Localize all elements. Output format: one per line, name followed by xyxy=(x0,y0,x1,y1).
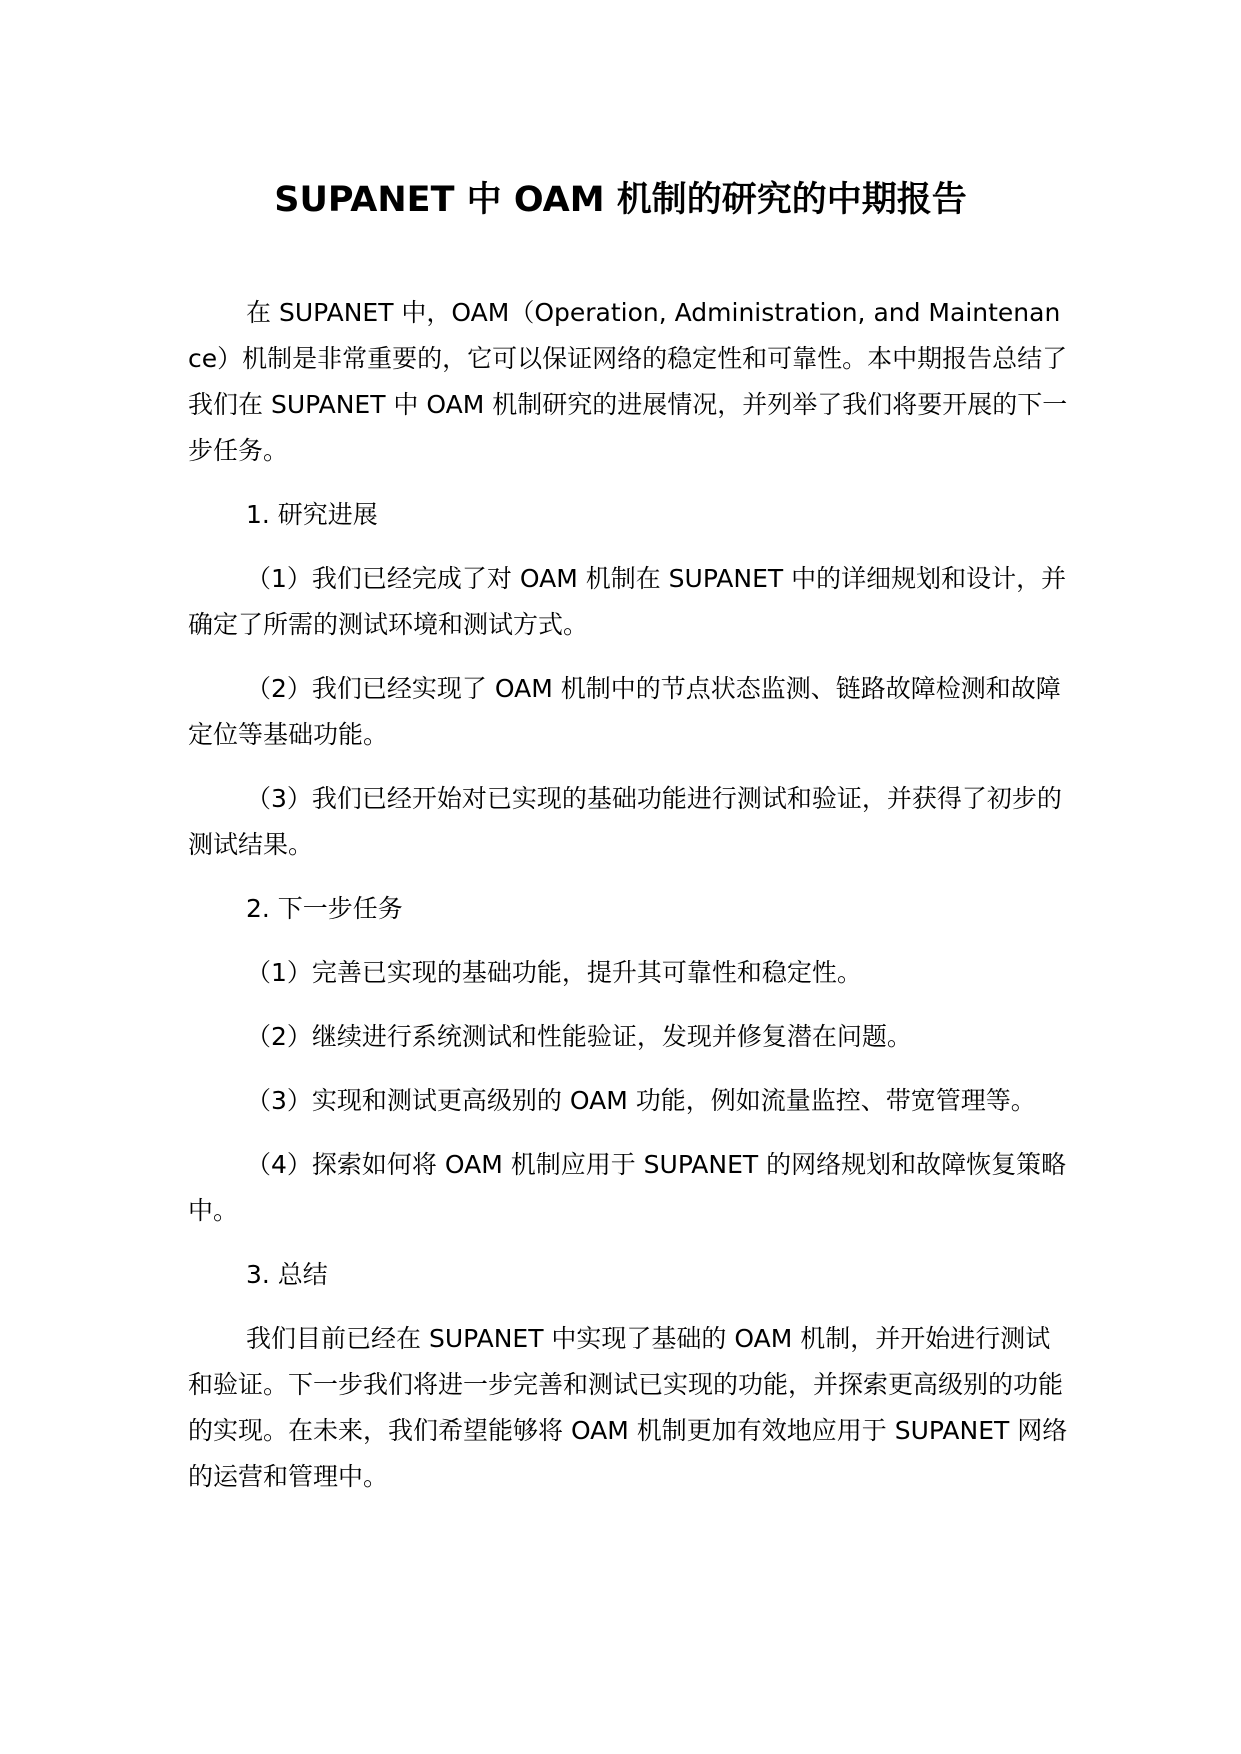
intro-paragraph: 在 SUPANET 中，OAM（Operation, Administration, and Maintenance）机制是非常重要的，它可以保证网络的稳定性和可靠性。本中期报告总结了我们在 SUPANET 中 OAM 机制研究的进展情况，并列举了我们将要开展的下一步任务。 xyxy=(188,298,1068,465)
progress-item-3: （3）我们已经开始对已实现的基础功能进行测试和验证，并获得了初步的测试结果。 xyxy=(188,784,1062,859)
task-item-3: （3）实现和测试更高级别的 OAM 功能，例如流量监控、带宽管理等。 xyxy=(246,1086,1036,1115)
document-title: SUPANET 中 OAM 机制的研究的中期报告 xyxy=(274,180,967,220)
task-item-4: （4）探索如何将 OAM 机制应用于 SUPANET 的网络规划和故障恢复策略中。 xyxy=(188,1150,1067,1225)
document-body xyxy=(188,290,1073,1518)
progress-item-1: （1）我们已经完成了对 OAM 机制在 SUPANET 中的详细规划和设计，并确定了所需的测试环境和测试方式。 xyxy=(188,564,1067,639)
section-heading-progress: 1. 研究进展 xyxy=(246,500,378,529)
section-heading-next-tasks: 2. 下一步任务 xyxy=(246,894,403,923)
task-item-1: （1）完善已实现的基础功能，提升其可靠性和稳定性。 xyxy=(246,958,862,987)
summary-paragraph: 我们目前已经在 SUPANET 中实现了基础的 OAM 机制，并开始进行测试和验证。下一步我们将进一步完善和测试已实现的功能，并探索更高级别的功能的实现。在未来，我们希望能够将 OAM 机制更加有效地应用于 SUPANET 网络的运营和管理中。 xyxy=(188,1324,1068,1491)
section-heading-summary: 3. 总结 xyxy=(246,1260,328,1289)
progress-item-2: （2）我们已经实现了 OAM 机制中的节点状态监测、链路故障检测和故障定位等基础功能。 xyxy=(188,674,1061,749)
task-item-2: （2）继续进行系统测试和性能验证，发现并修复潜在问题。 xyxy=(246,1022,912,1051)
